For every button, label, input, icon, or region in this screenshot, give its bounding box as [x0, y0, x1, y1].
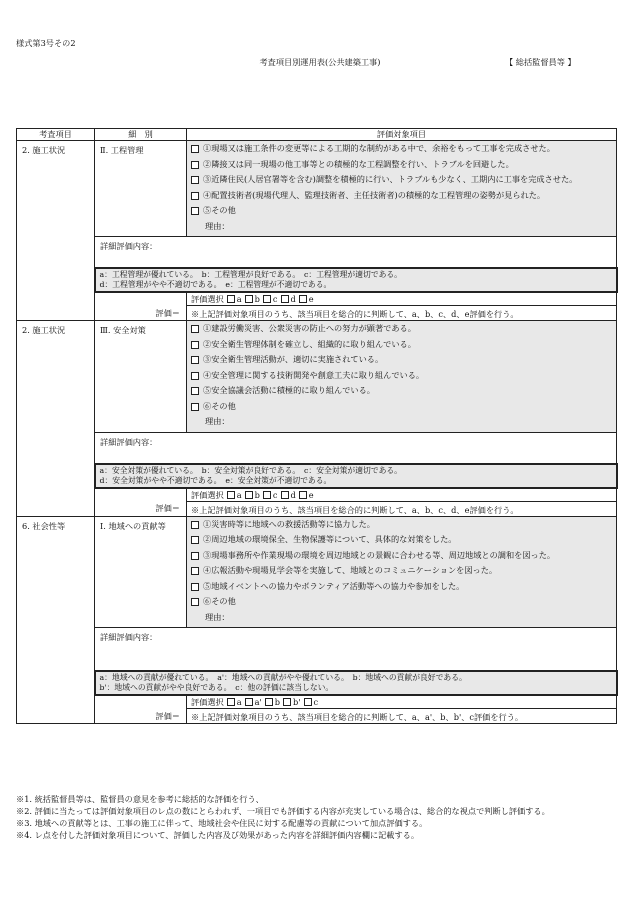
evaluation-row: [17, 488, 617, 517]
grade-option: c: [272, 489, 278, 500]
item-text: ④安全管理に関する技術開発や創意工夫に取り組んでいる。: [203, 369, 425, 380]
checkbox[interactable]: [191, 161, 199, 169]
checkbox[interactable]: [191, 387, 199, 395]
footnote: ※4. レ点を付した評価対象項目について、評価した内容及び効果があった内容を詳細評価内容欄に記載する。: [16, 830, 420, 840]
item-text: ③近隣住民(人居官署等を含む)調整を積極的に行い、トラブルも少なく、工期内に工事を完成させた。: [203, 174, 578, 184]
evaluation-item: [191, 385, 612, 397]
evaluation-item: [191, 354, 612, 366]
grade-checkbox[interactable]: [299, 491, 307, 499]
footnotes: [16, 793, 618, 841]
category-spacer: [17, 432, 95, 464]
detail-row: [17, 432, 617, 464]
item-text: ②周辺地域の環境保全、生物保護等について、具体的な対策をした。: [203, 534, 457, 544]
checkbox[interactable]: [191, 192, 199, 200]
item-text: ⑥その他: [203, 400, 236, 411]
grade-checkbox[interactable]: [227, 698, 235, 706]
evaluation-item: [191, 143, 612, 155]
subcategory-cell: Ⅲ. 安全対策: [95, 321, 187, 433]
evaluation-item: [191, 370, 612, 382]
table-body: [17, 141, 617, 724]
item-text: ⑤安全協議会活動に積極的に取り組んでいる。: [203, 385, 375, 395]
reason-label: 理由：: [205, 220, 230, 231]
selection-prefix: 評価選択: [191, 489, 224, 500]
grade-legend: [95, 464, 617, 488]
checkbox[interactable]: [191, 598, 199, 606]
category-spacer: [17, 628, 95, 672]
grade-option: a: [236, 489, 242, 500]
category-spacer: [17, 237, 95, 269]
grade-checkbox[interactable]: [283, 698, 291, 706]
grade-option: a': [254, 697, 262, 707]
legend-line: d：工程管理がやや不適切である。 e：工程管理が不適切である。: [99, 280, 332, 289]
item-text: ⑤地域イベントへの協力やボランティア活動等への協力や参加をした。: [203, 580, 465, 591]
evaluation-item: [191, 159, 612, 171]
category-spacer: [17, 464, 95, 488]
footnote: ※3. 地域への貢献等とは、工事の施工に伴って、地域社会や住民に対する配慮等の貢献について加点評価する。: [16, 818, 428, 828]
reason-label: 理由：: [205, 611, 230, 622]
evaluation-note: ※上記評価対象項目のうち、該当項目を総合的に判断して、a、b、c、d、e評価を行う。: [191, 504, 519, 515]
legend-line: d：安全対策がやや不適切である。 e：安全対策が不適切である。: [99, 475, 332, 485]
evaluation-table: [16, 128, 618, 724]
grade-checkbox[interactable]: [265, 698, 273, 706]
evaluation-item: [191, 534, 612, 546]
detail-field[interactable]: 詳細評価内容：: [95, 237, 617, 269]
checkbox[interactable]: [191, 176, 199, 184]
grade-option: d: [290, 294, 296, 304]
checkbox[interactable]: [191, 583, 199, 591]
selection-prefix: 評価選択: [191, 294, 224, 304]
legend-row: [17, 671, 617, 695]
item-text: ①建設労働災害、公衆災害の防止への努力が顕著である。: [203, 323, 416, 333]
grade-option: b: [254, 294, 260, 304]
checkbox[interactable]: [191, 536, 199, 544]
evaluation-item: [191, 519, 612, 531]
evaluation-selection: [187, 489, 616, 502]
grade-option: d: [290, 489, 296, 500]
evaluation-label: 評価＝: [95, 695, 187, 724]
evaluation-item: [191, 205, 612, 217]
legend-row: [17, 268, 617, 292]
grade-legend: [95, 671, 617, 695]
grade-checkbox[interactable]: [281, 491, 289, 499]
grade-option: a: [236, 294, 242, 304]
detail-field[interactable]: 詳細評価内容：: [95, 432, 617, 464]
legend-line: b'：地域への貢献がやや良好である。 c：他の評価に該当しない。: [99, 683, 334, 692]
grade-checkbox[interactable]: [245, 491, 253, 499]
footnote: ※1. 統括監督員等は、監督員の意見を参考に総括的な評価を行う、: [16, 794, 264, 804]
category-cell: 6. 社会性等: [17, 516, 95, 628]
grade-checkbox[interactable]: [263, 491, 271, 499]
evaluation-selection: [187, 293, 616, 306]
grade-checkbox[interactable]: [281, 295, 289, 303]
category-spacer: [17, 488, 95, 517]
evaluation-note: ※上記評価対象項目のうち、該当項目を総合的に判断して、a、a'、b、b'、c評価を行う。: [191, 712, 524, 722]
footnote: ※2. 評価に当たっては評価対象項目のレ点の数にとらわれず、一項目でも評価する内容が充実している場合は、総合的な視点で判断し評価する。: [16, 806, 550, 816]
category-spacer: [17, 292, 95, 321]
evaluation-item: [191, 596, 612, 608]
section-items-row: [17, 141, 617, 237]
checkbox[interactable]: [191, 567, 199, 575]
item-text: ③安全衛生管理活動が、適切に実施されている。: [203, 354, 384, 364]
grade-checkbox[interactable]: [299, 295, 307, 303]
grade-option: e: [308, 489, 314, 500]
legend-line: a：安全対策が優れている。 b：安全対策が良好である。 c：安全対策が適切である。: [99, 465, 402, 475]
grade-option: b: [254, 489, 260, 500]
role-label: 【 総括監督員等 】: [505, 57, 576, 67]
category-spacer: [17, 671, 95, 695]
subcategory-cell: Ⅰ. 地域への貢献等: [95, 516, 187, 628]
evaluation-item: [191, 190, 612, 202]
header-category: 考査項目: [17, 129, 95, 141]
grade-checkbox[interactable]: [263, 295, 271, 303]
evaluation-items: [187, 141, 617, 237]
category-spacer: [17, 695, 95, 724]
grade-checkbox[interactable]: [304, 698, 312, 706]
reason-label: 理由：: [205, 416, 230, 426]
grade-checkbox[interactable]: [227, 295, 235, 303]
item-text: ④広報活動や現場見学会等を実施して、地域とのコミュニケーションを図った。: [203, 565, 498, 575]
item-text: ⑤その他: [203, 205, 236, 215]
evaluation-cell: [187, 292, 617, 321]
evaluation-row: [17, 292, 617, 321]
checkbox[interactable]: [191, 552, 199, 560]
grade-checkbox[interactable]: [227, 491, 235, 499]
page-title: 考査項目別運用表(公共建築工事): [259, 57, 381, 67]
evaluation-item: [191, 339, 612, 351]
checkbox[interactable]: [191, 207, 199, 215]
evaluation-cell: [187, 488, 617, 517]
evaluation-item: [191, 174, 612, 186]
item-text: ②安全衛生管理体制を確立し、組織的に取り組んでいる。: [203, 338, 416, 349]
table-header-row: [17, 129, 617, 141]
checkbox[interactable]: [191, 341, 199, 349]
header-items: 評価対象項目: [187, 129, 617, 141]
form-number: 様式第3号その2: [16, 38, 76, 48]
selection-prefix: 評価選択: [191, 697, 224, 707]
checkbox[interactable]: [191, 521, 199, 529]
category-cell: 2. 施工状況: [17, 141, 95, 237]
section-items-row: [17, 516, 617, 628]
item-text: ①災害時等に地域への救援活動等に協力した。: [203, 518, 375, 529]
evaluation-item: [191, 401, 612, 413]
subcategory-cell: Ⅱ. 工程管理: [95, 141, 187, 237]
item-text: ③現場事務所や作業現場の環境を周辺地域との景観に合わせる等、周辺地域との調和を図った。: [203, 549, 556, 560]
checkbox[interactable]: [191, 356, 199, 364]
checkbox[interactable]: [191, 372, 199, 380]
item-text: ④配置技術者(現場代理人、監理技術者、主任技術者)の積極的な工程管理の姿勢が見られた。: [203, 189, 546, 200]
grade-option: c: [272, 294, 278, 304]
item-text: ⑥その他: [203, 596, 236, 606]
evaluation-item: [191, 565, 612, 577]
checkbox[interactable]: [191, 325, 199, 333]
grade-checkbox[interactable]: [245, 295, 253, 303]
evaluation-row: [17, 695, 617, 724]
grade-option: a: [236, 697, 242, 707]
detail-row: [17, 237, 617, 269]
evaluation-label: 評価＝: [95, 292, 187, 321]
header-subcategory: 細 別: [95, 129, 187, 141]
item-text: ②隣接又は同一現場の他工事等との積極的な工程調整を行い、トラブルを回避した。: [203, 158, 514, 169]
grade-option: b': [293, 697, 301, 707]
grade-option: e: [308, 294, 314, 304]
evaluation-note: ※上記評価対象項目のうち、該当項目を総合的に判断して、a、b、c、d、e評価を行う。: [191, 309, 519, 319]
detail-row: [17, 628, 617, 672]
grade-legend: [95, 268, 617, 292]
evaluation-cell: [187, 695, 617, 724]
section-items-row: [17, 321, 617, 433]
category-cell: 2. 施工状況: [17, 321, 95, 433]
evaluation-label: 評価＝: [95, 488, 187, 517]
evaluation-items: [187, 321, 617, 433]
item-text: ①現場又は施工条件の変更等による工期的な制約がある中で、余裕をもって工事を完成させた。: [203, 143, 555, 153]
category-spacer: [17, 268, 95, 292]
grade-option: b: [274, 697, 281, 707]
grade-checkbox[interactable]: [245, 698, 253, 706]
evaluation-item: [191, 550, 612, 562]
evaluation-selection: [187, 696, 616, 709]
evaluation-items: [187, 516, 617, 628]
legend-row: [17, 464, 617, 488]
legend-line: a：工程管理が優れている。 b：工程管理が良好である。 c：工程管理が適切である。: [99, 270, 402, 279]
grade-option: c: [313, 697, 319, 707]
checkbox[interactable]: [191, 145, 199, 153]
checkbox[interactable]: [191, 403, 199, 411]
legend-line: a：地域への貢献が優れている。 a'：地域への貢献がやや優れている。 b：地域への貢献が良好である。: [99, 673, 467, 682]
evaluation-item: [191, 581, 612, 593]
detail-field[interactable]: 詳細評価内容：: [95, 628, 617, 672]
evaluation-item: [191, 323, 612, 335]
